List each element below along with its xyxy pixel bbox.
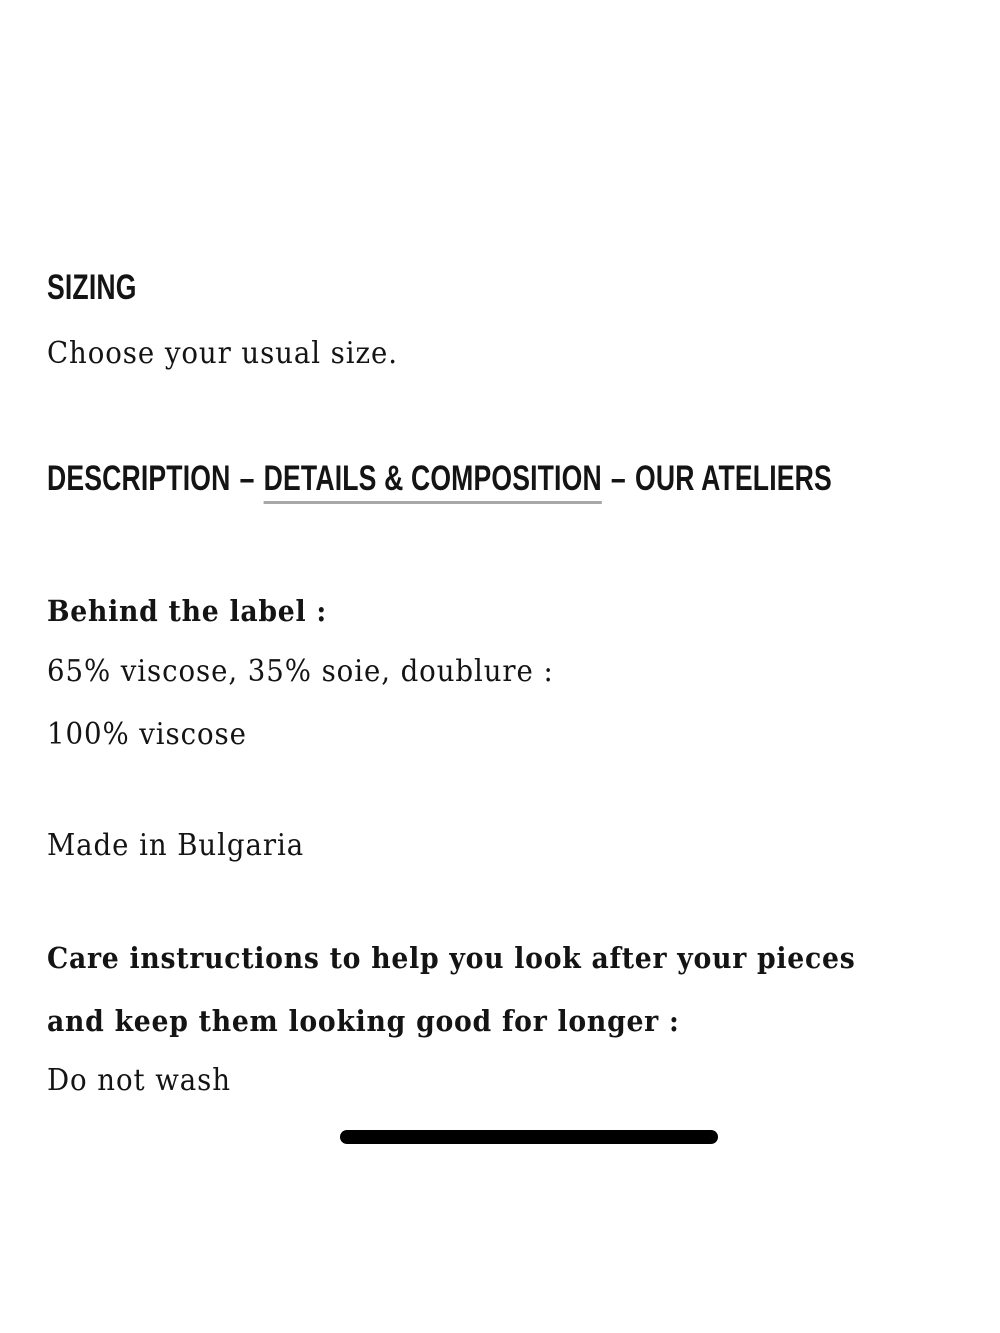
product-info-tabs [47, 459, 832, 499]
care-heading-line-2: and keep them looking good for longer : [47, 1004, 680, 1038]
label-heading: Behind the label : [47, 594, 327, 628]
care-text: Do not wash [47, 1063, 231, 1098]
home-indicator[interactable] [340, 1130, 718, 1144]
composition-line-2: 100% viscose [47, 717, 247, 752]
origin-text: Made in Bulgaria [47, 828, 305, 863]
sizing-text: Choose your usual size. [47, 336, 398, 371]
composition-line-1: 65% viscose, 35% soie, doublure : [47, 654, 554, 689]
sizing-title: SIZING [47, 268, 137, 307]
tab-description[interactable]: DESCRIPTION [47, 459, 231, 498]
tab-separator: – [610, 459, 626, 498]
care-heading-line-1: Care instructions to help you look after your pieces [47, 941, 856, 975]
tab-details-composition[interactable]: DETAILS & COMPOSITION [264, 459, 602, 504]
tab-separator: – [239, 459, 255, 498]
tab-our-ateliers[interactable]: OUR ATELIERS [635, 459, 832, 498]
